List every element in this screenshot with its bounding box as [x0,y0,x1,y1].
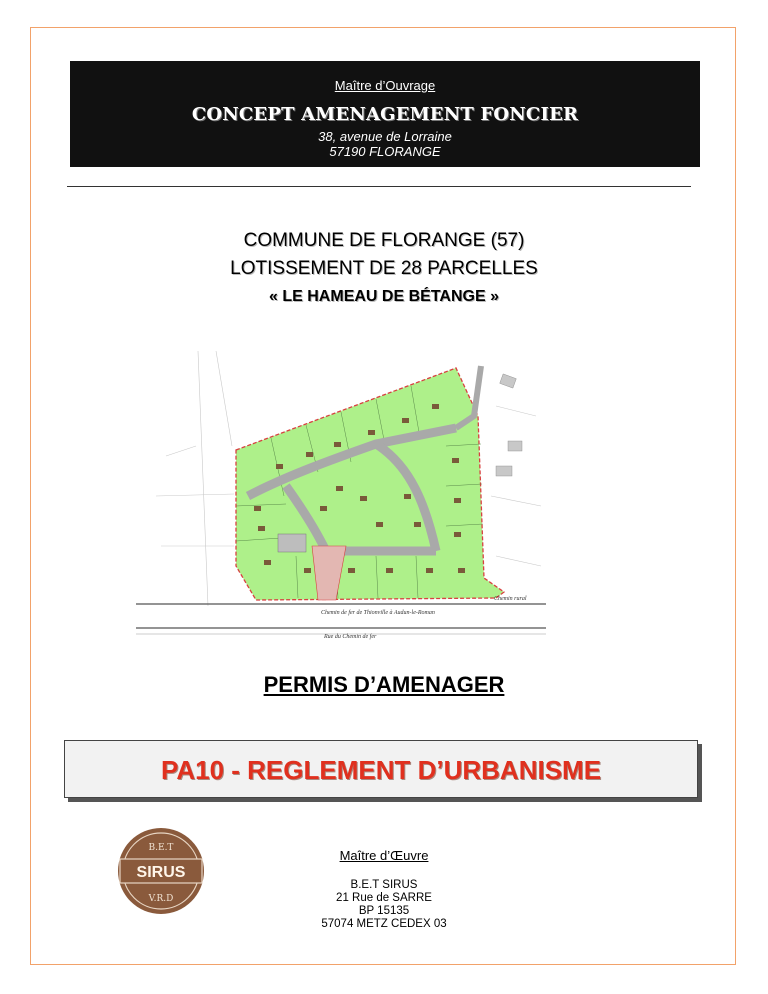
owner-name: CONCEPT AMENAGEMENT FONCIER [191,104,579,125]
owner-address-line1: 38, avenue de Lorraine [318,129,452,144]
contractor-address [0,879,768,931]
project-lotissement: LOTISSEMENT DE 28 PARCELLES [230,258,538,279]
contractor-label: Maître d’Œuvre [339,848,429,863]
contractor-line2: 21 Rue de SARRE [336,892,432,904]
label-chemin-de-fer: Chemin de fer de Thionville à Audun-le-Roman [321,610,435,616]
logo-bottom-text: V.R.D [148,894,174,904]
contractor-line3: BP 15135 [358,905,410,917]
project-commune: COMMUNE DE FLORANGE (57) [243,230,525,251]
label-chemin-rural: Chemin rural [494,596,527,602]
document-type: PERMIS D’AMENAGER [263,672,505,697]
document-title-box [64,740,698,798]
owner-label: Maître d’Ouvrage [334,78,436,93]
logo-center-text: SIRUS [136,864,186,881]
divider [67,186,691,187]
site-plan [136,346,546,642]
project-hameau: « LE HAMEAU DE BÉTANGE » [269,288,499,305]
document-title: PA10 - REGLEMENT D’URBANISME [160,755,602,785]
owner-address-line2: 57190 FLORANGE [329,144,441,159]
contractor-line4: 57074 METZ CEDEX 03 [321,918,447,930]
owner-header [70,61,700,167]
logo-top-text: B.E.T [148,843,174,853]
contractor-line1: B.E.T SIRUS [350,879,418,891]
owner-address [70,129,700,159]
label-rue-chemin-de-fer: Rue du Chemin de fer [324,634,377,640]
